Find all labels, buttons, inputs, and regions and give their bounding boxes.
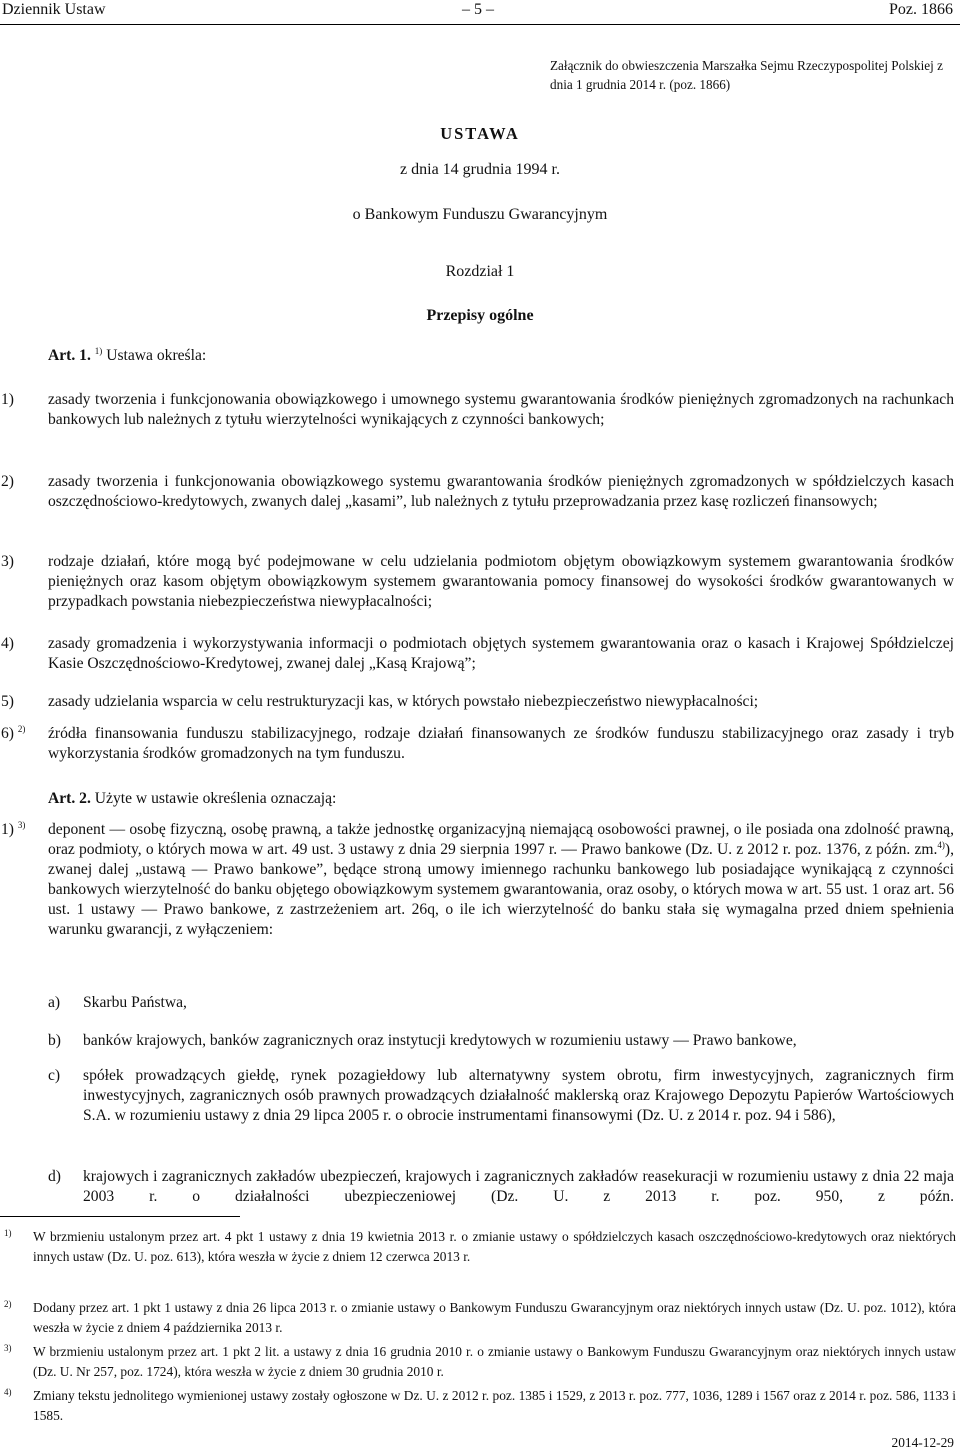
item-text: rodzaje działań, które mogą być podejmowane w celu udzielania podmiotom objętym obowiązkowym systemem gwarantowania środków pieniężnych oraz kasom objętym obowiązkowym systemem gwarantowania pomocy finansowej do wysokości środków gwarantowanych w przypadkach powstania niebezpieczeństwa niewypłacalności;: [48, 553, 954, 610]
sub-item-letter: d): [48, 1168, 61, 1185]
page-header: [0, 0, 960, 22]
annex-note: Załącznik do obwieszczenia Marszałka Sejmu Rzeczypospolitej Polskiej z dnia 1 grudnia 2014 r. (poz. 1866): [550, 58, 943, 92]
footnote-text: Zmiany tekstu jednolitego wymienionej ustawy zostały ogłoszone w Dz. U. z 2012 r. poz. 1385 i 1529, z 2013 r. poz. 777, 1036, 1289 i 1567 oraz z 2014 r. poz. 586, 1133 i 1585.: [33, 1388, 956, 1423]
item-number: 4): [1, 635, 14, 652]
footnote-text: Dodany przez art. 1 pkt 1 ustawy z dnia 26 lipca 2013 r. o zmianie ustawy o Bankowym Funduszu Gwarancyjnym oraz niektórych innych ustaw (Dz. U. poz. 1012), która weszła w życie z dniem 4 października 2013 r.: [33, 1300, 956, 1335]
footnote-number: 3): [4, 1343, 12, 1353]
item-number: 3): [1, 553, 14, 570]
art1-heading: [48, 346, 206, 366]
sub-item-text: krajowych i zagranicznych zakładów ubezpieczeń, krajowych i zagranicznych zakładów reasekuracji w rozumieniu ustawy z dnia 22 maja 2003 r. o działalności ubezpieczeniowej (Dz. U. z 2013 r. poz. 950, z późn.: [83, 1168, 954, 1205]
item-number: 5): [1, 693, 14, 710]
sub-item-text: banków krajowych, banków zagranicznych oraz instytucji kredytowych w rozumieniu ustawy — Prawo bankowe,: [83, 1032, 797, 1049]
item-text: zasady udzielania wsparcia w celu restrukturyzacji kas, w których powstało niebezpieczeństwo niewypłacalności;: [48, 693, 759, 710]
item-number: 1) $^{3)}$: [1, 820, 26, 838]
item-number: 1): [1, 391, 14, 408]
item-text: deponent — osobę fizyczną, osobę prawną, a także jednostkę organizacyjną niemającą osobowości prawnej, o ile posiada ona zdolność prawną, oraz podmioty, o których mowa w art. 49 ust. 3 ustawy z dnia 29 sierpnia 1997 r. — Prawo bankowe (Dz. U. z 2012 r. poz. 1376, z późn. zm.$^{4)}$), zwanej dalej „ustawą — Prawo bankowe”, będące stroną umowy imiennego rachunku bankowego lub posiadające wynikającą z czynności bankowych wierzytelność do banku objętego obowiązkowym systemem gwarantowania, oraz osoby, o których mowa w art. 55 ust. 1 oraz art. 56 ust. 1 ustawy — Prawo bankowe, z zastrzeżeniem art. 26q, o ile ich wierzytelność do banku stała się wymagalna przed dniem spełnienia warunku gwarancji, z wyłączeniem:: [48, 821, 954, 938]
act-title: o Bankowym Funduszu Gwarancyjnym: [352, 206, 608, 223]
item-text: źródła finansowania funduszu stabilizacyjnego, rodzaje działań finansowanych ze środków funduszu stabilizacyjnego oraz zasady i tryb wykorzystania środków gromadzonych na tym funduszu.: [48, 725, 954, 762]
sub-item-text: Skarbu Państwa,: [83, 994, 187, 1011]
footnote-number: 1): [4, 1228, 12, 1238]
header-rule: [0, 24, 960, 25]
art1-label: Art. 1.: [48, 347, 91, 364]
page-date: 2014-12-29: [891, 1435, 954, 1450]
sub-item-letter: c): [48, 1067, 61, 1084]
footnote-separator: [0, 1216, 240, 1217]
art2-heading: [48, 789, 336, 809]
art1-footnote-ref: 1): [94, 346, 103, 356]
chapter-label: Rozdział 1: [445, 263, 515, 280]
footnote-text: W brzmieniu ustalonym przez art. 4 pkt 1 ustawy z dnia 19 kwietnia 2013 r. o zmianie ustawy o spółdzielczych kasach oszczędnościowo-kredytowych oraz niektórych innych ustaw (Dz. U. poz. 613), która weszła w życie z dniem 12 czerwca 2013 r.: [33, 1229, 956, 1264]
item-text: zasady tworzenia i funkcjonowania obowiązkowego i umownego systemu gwarantowania środków pieniężnych zgromadzonych na rachunkach bankowych lub należnych z tytułu wierzytelności wynikających z czynności bankowych;: [48, 391, 954, 428]
art1-intro: Ustawa określa:: [106, 347, 207, 364]
sub-item-letter: b): [48, 1032, 61, 1049]
journal-name: Dziennik Ustaw: [2, 1, 106, 18]
art2-intro: Użyte w ustawie określenia oznaczają:: [94, 790, 337, 807]
sub-item-letter: a): [48, 994, 61, 1011]
footnote-number: 4): [4, 1387, 12, 1397]
footnote-number: 2): [4, 1299, 12, 1309]
item-number: 2): [1, 473, 14, 490]
item-text: zasady tworzenia i funkcjonowania obowiązkowego systemu gwarantowania środków pieniężnych zgromadzonych w spółdzielczych kasach oszczędnościowo-kredytowych, zwanych dalej „kasami”, lub należnych z tytułu przeprowadzania przez kasę rozliczeń finansowych;: [48, 473, 954, 510]
art2-label: Art. 2.: [48, 790, 91, 807]
footnote-ref: 4): [937, 840, 945, 850]
item-footnote-ref: 3): [17, 820, 26, 830]
footnote-text: W brzmieniu ustalonym przez art. 1 pkt 2 lit. a ustawy z dnia 16 grudnia 2010 r. o zmianie ustawy o Bankowym Funduszu Gwarancyjnym oraz niektórych innych ustaw (Dz. U. Nr 257, poz. 1724), która weszła w życie z dniem 30 grudnia 2010 r.: [33, 1344, 956, 1379]
sub-item-text: spółek prowadzących giełdę, rynek pozagiełdowy lub alternatywny system obrotu, firm inwestycyjnych, zagranicznych firm inwestycyjnych, zagranicznych osób prawnych prowadzących działalność maklerską oraz Krajowego Depozytu Papierów Wartościowych S.A. w rozumieniu ustawy z dnia 29 lipca 2005 r. o obrocie instrumentami finansowymi (Dz. U. z 2014 r. poz. 94 i 586),: [83, 1067, 954, 1124]
item-footnote-ref: 2): [17, 724, 26, 734]
item-text: zasady gromadzenia i wykorzystywania informacji o podmiotach objętych systemem gwarantowania oraz o kasach i Krajowej Spółdzielczej Kasie Oszczędnościowo-Kredytowej, zwanej dalej „Kasą Krajową”;: [48, 635, 954, 672]
act-date: z dnia 14 grudnia 1994 r.: [400, 161, 560, 178]
act-type: USTAWA: [440, 124, 520, 143]
page-number: – 5 –: [462, 1, 494, 18]
item-number: 6) $^{2)}$: [1, 724, 26, 742]
position-number: Poz. 1866: [889, 1, 953, 18]
chapter-title: Przepisy ogólne: [426, 307, 534, 324]
